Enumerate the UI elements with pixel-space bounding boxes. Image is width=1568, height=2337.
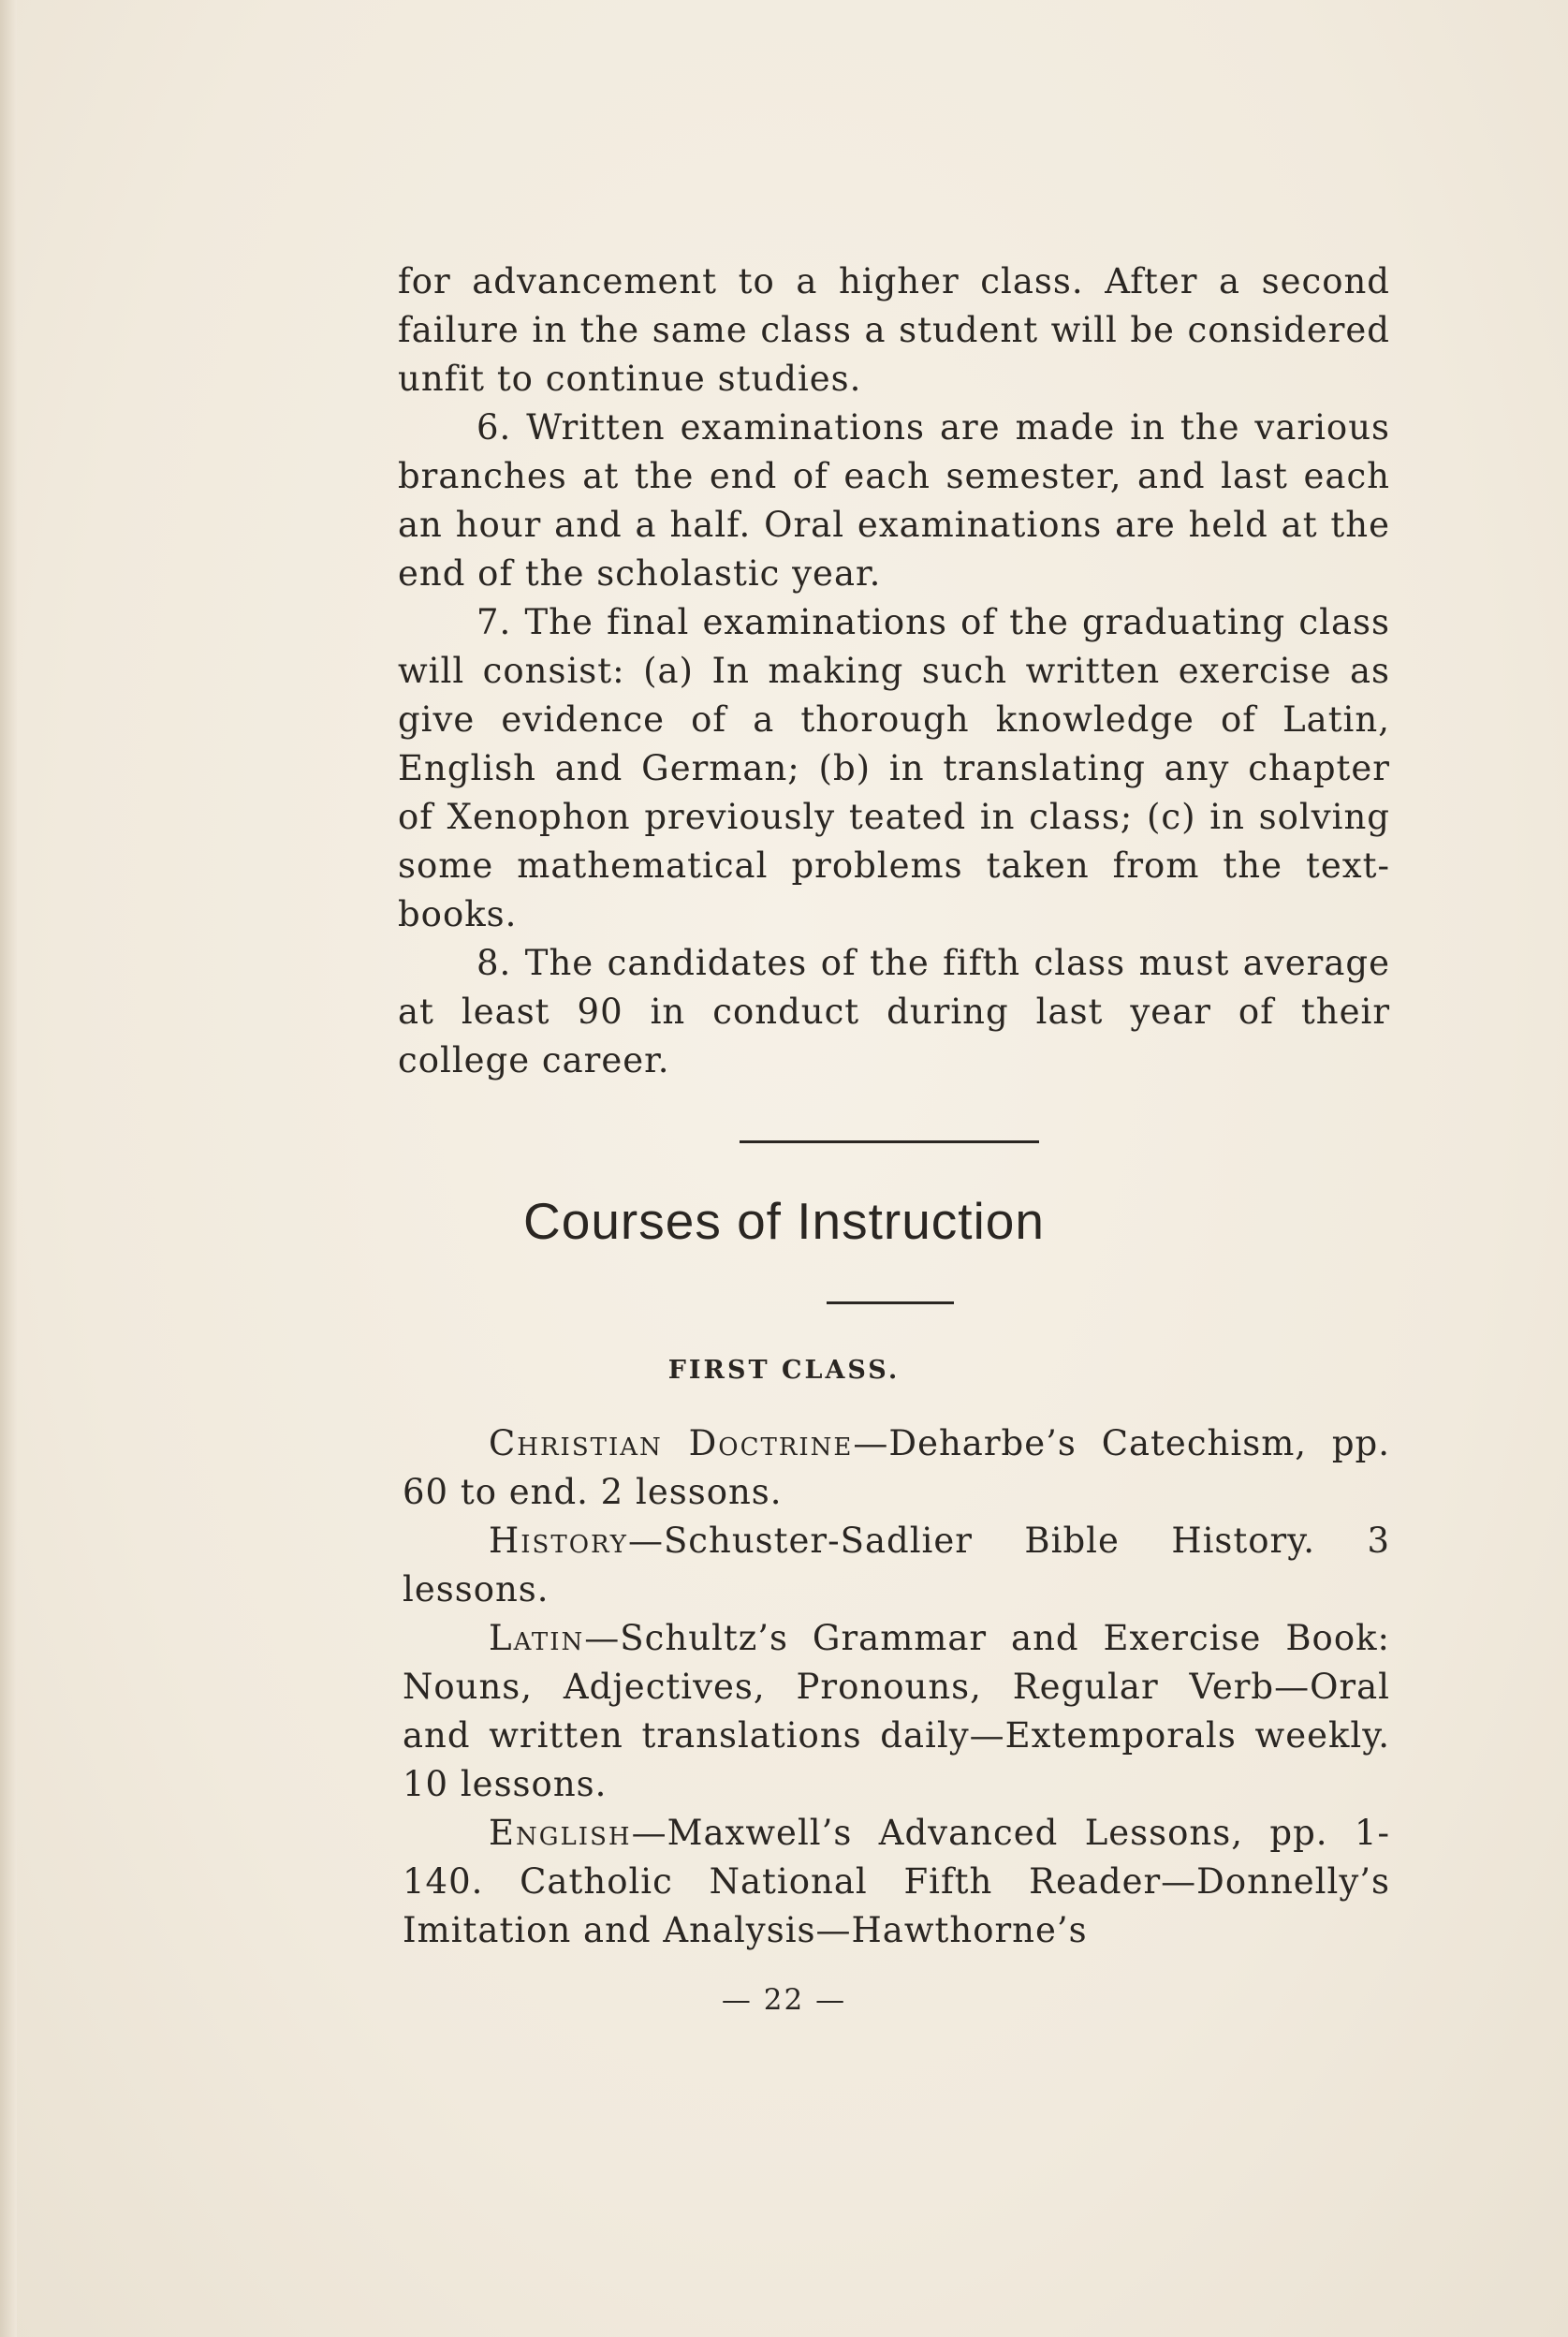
course-description: —Deharbe’s Catechism, pp. 60 to end. 2 lessons. xyxy=(403,1423,1390,1512)
course-entry xyxy=(403,1419,1390,1517)
course-description: —Maxwell’s Advanced Lessons, pp. 1-140. Catholic National Fifth Reader—Donnelly’s Imitation and Analysis—Hawthorne’s xyxy=(403,1813,1390,1950)
course-entry xyxy=(403,1809,1390,1955)
section-heading: Courses of Instruction xyxy=(523,1192,1045,1250)
course-description: —Schuster-Sadlier Bible History. 3 lessons. xyxy=(403,1521,1390,1609)
continuation-paragraph xyxy=(398,257,1390,404)
course-subject: History xyxy=(489,1521,628,1561)
heading-underline xyxy=(827,1301,954,1304)
course-subject: Christian Doctrine xyxy=(489,1423,854,1463)
rule-number: 7. xyxy=(476,602,512,642)
rule-paragraph-6 xyxy=(398,404,1390,598)
rule-text: The candidates of the fifth class must average at least 90 in conduct during last year of their college career. xyxy=(398,943,1390,1080)
course-subject: Latin xyxy=(489,1618,585,1658)
course-entry xyxy=(403,1614,1390,1809)
section-divider xyxy=(740,1140,1039,1143)
rule-paragraph-7 xyxy=(398,598,1390,939)
page-number: — 22 — xyxy=(721,1983,847,2017)
course-subject: English xyxy=(489,1813,632,1853)
class-subheading: FIRST CLASS. xyxy=(667,1356,901,1385)
continuation-text: for advancement to a higher class. After a second failure in the same class a student will be considered unfit to continue studies. xyxy=(398,261,1390,399)
course-entry xyxy=(403,1517,1390,1614)
rule-text: Written examinations are made in the various branches at the end of each semester, and last each an hour and a half. Oral examinations are held at the end of the scholastic year. xyxy=(398,407,1391,594)
course-description: —Schultz’s Grammar and Exercise Book: Nouns, Adjectives, Pronouns, Regular Verb—Oral and written translations daily—Extemporals weekly. 10 lessons. xyxy=(403,1618,1390,1804)
regulations-text xyxy=(398,257,1390,1085)
rule-number: 8. xyxy=(476,943,512,983)
rule-text: The final examinations of the graduating class will consist: (a) In making such written exercise as give evidence of a thorough knowledge of Latin, English and German; (b) in translating any chapter of Xenophon previously teated in class; (c) in solving some mathematical problems taken from the text-books. xyxy=(398,602,1391,934)
rule-number: 6. xyxy=(476,407,512,448)
course-list xyxy=(403,1419,1390,1955)
rule-paragraph-8 xyxy=(398,939,1390,1085)
